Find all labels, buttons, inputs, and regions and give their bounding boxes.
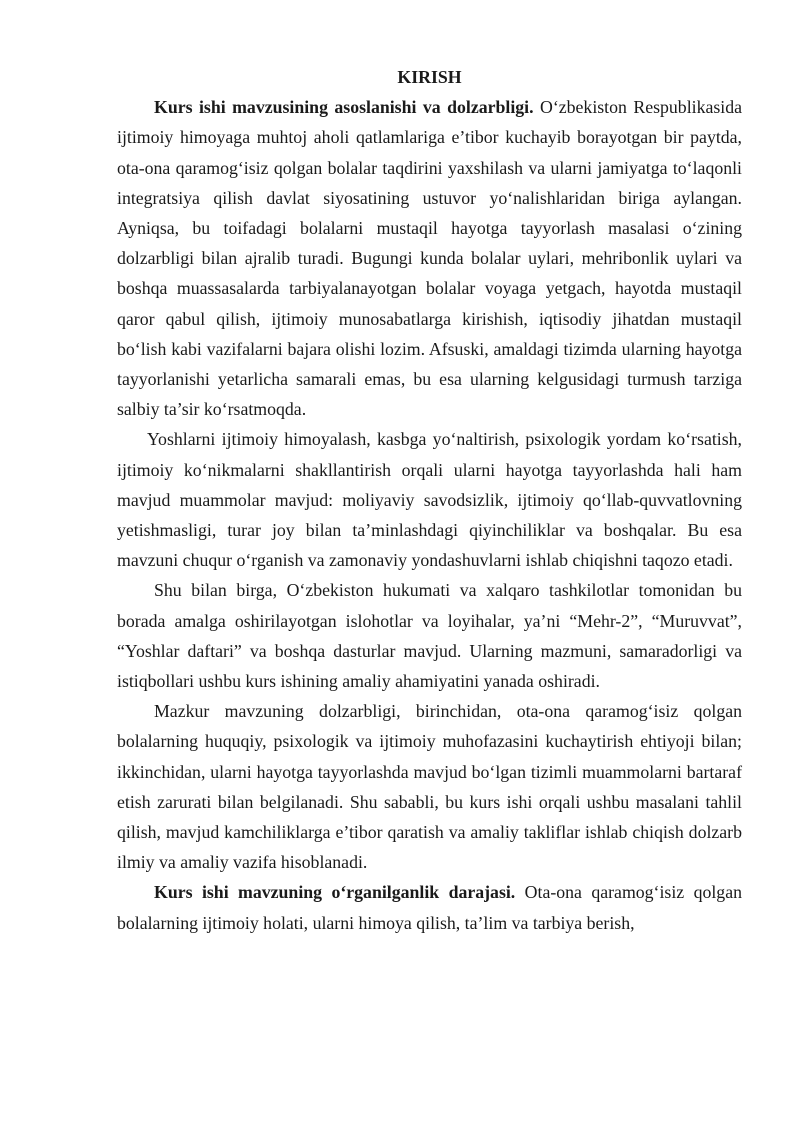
paragraph-lead: Kurs ishi mavzuning o‘rganilganlik darajasi.	[154, 882, 516, 903]
section-heading: KIRISH	[397, 67, 462, 87]
paragraph-relevance	[117, 92, 742, 424]
paragraph-programs	[117, 575, 742, 696]
paragraph-problems	[117, 424, 742, 575]
paragraph-text: Shu bilan birga, O‘zbekiston hukumati va xalqaro tashkilotlar tomonidan bu borada amalga oshirilayotgan islohotlar va loyihalar, ya’ni “Mehr-2”, “Muruvvat”, “Yoshlar daftari” va boshqa dasturlar mavjud. Ularning mazmuni, samaradorligi va istiqbollari ushbu kurs ishining amaliy ahamiyatini yanada oshiradi.	[117, 580, 742, 692]
paragraph-study-level	[117, 877, 742, 937]
paragraph-text: Mazkur mavzuning dolzarbligi, birinchidan, ota-ona qaramog‘isiz qolgan bolalarning huquqiy, psixologik va ijtimoiy muhofazasini kuchaytirish ehtiyoji bilan; ikkinchidan, ularni hayotga tayyorlashda mavjud bo‘lgan tizimli muammolarni bartaraf etish zarurati bilan belgilanadi. Shu sababli, bu kurs ishi orqali ushbu masalani tahlil qilish, mavjud kamchiliklarga e’tibor qaratish va amaliy takliflar ishlab chiqish dolzarb ilmiy va amaliy vazifa hisoblanadi.	[117, 701, 742, 873]
paragraph-lead: Kurs ishi mavzusining asoslanishi va dolzarbligi.	[154, 97, 534, 118]
paragraph-text: O‘zbekiston Respublikasida ijtimoiy himoyaga muhtoj aholi qatlamlariga e’tibor kuchayib borayotgan bir paytda, ota-ona qaramog‘isiz qolgan bolalar taqdirini yaxshilash va ularni jamiyatga to‘laqonli integratsiya qilish davlat siyosatining ustuvor yo‘nalishlaridan biriga aylangan. Ayniqsa, bu toifadagi bolalarni mustaqil hayotga tayyorlash masalasi o‘zining dolzarbligi bilan ajralib turadi. Bugungi kunda bolalar uylari, mehribonlik uylari va boshqa muassasalarda tarbiyalanayotgan bolalar voyaga yetgach, hayotda mustaqil qaror qabul qilish, ijtimoiy munosabatlarga kirishish, iqtisodiy jihatdan mustaqil bo‘lish kabi vazifalarni bajara olishi lozim. Afsuski, amaldagi tizimda ularning hayotga tayyorlanishi yetarlicha samarali emas, bu esa ularning kelgusidagi turmush tarziga salbiy ta’sir ko‘rsatmoqda.	[117, 97, 742, 420]
paragraph-importance	[117, 696, 742, 877]
paragraph-text: Yoshlarni ijtimoiy himoyalash, kasbga yo‘naltirish, psixologik yordam ko‘rsatish, ijtimoiy ko‘nikmalarni shakllantirish orqali ularni hayotga tayyorlashda hali ham mavjud muammolar mavjud: moliyaviy savodsizlik, ijtimoiy qo‘llab-quvvatlovning yetishmasligi, turar joy bilan ta’minlashdagi qiyinchiliklar va boshqalar. Bu esa mavzuni chuqur o‘rganish va zamonaviy yondashuvlarni ishlab chiqishni taqozo etadi.	[117, 429, 742, 571]
document-body	[117, 62, 742, 938]
paragraph-text: Ota-ona qaramog‘isiz qolgan bolalarning ijtimoiy holati, ularni himoya qilish, ta’lim va tarbiya berish,	[117, 882, 742, 933]
